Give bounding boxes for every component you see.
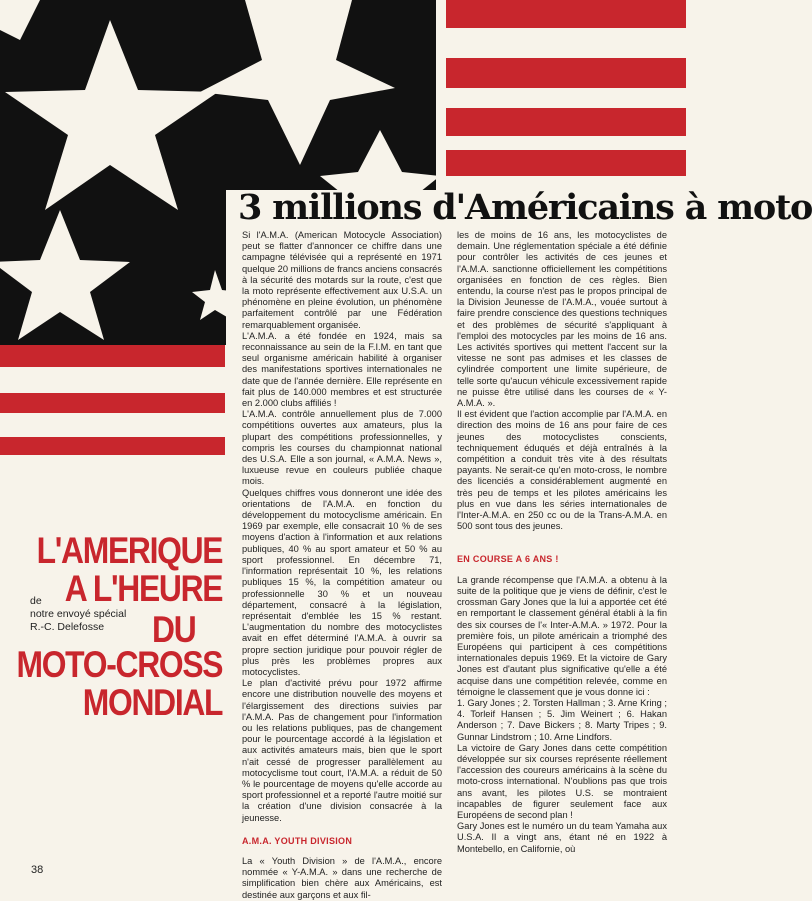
article-column-left <box>242 230 442 901</box>
paragraph: La grande récompense que l'A.M.A. a obtenu à la suite de la politique que je viens de définir, c'est le crossman Gary Jones que la lui a apportée cet été en remportant le classement général établi à la fin des six courses de l'« Inter-A.M.A. » 1972. Pour la première fois, un pilote américain a triomphé des Européens qui participent à ces compétitions internationales depuis 1969. Et la victoire de Gary Jones est d'autant plus significative qu'elle a été acquise dans une compétition relevée, comme en témoigne le classement que je vous donne ici : <box>457 574 667 697</box>
flag-stripe <box>446 150 686 176</box>
byline <box>30 595 126 634</box>
section-title-du: DU <box>152 609 196 650</box>
paragraph: La « Youth Division » de l'A.M.A., encore nommée « Y-A.M.A. » dans une recherche de simplification bien chère aux Américains, est destinée aux garçons et aux fil- <box>242 855 442 900</box>
flag-stripe <box>0 437 225 455</box>
section-heading: EN COURSE A 6 ANS ! <box>457 554 559 565</box>
paragraph: les de moins de 16 ans, les motocyclistes de demain. Une réglementation spéciale a été définie pour contrôler les activités de ces jeunes et l'A.M.A. sanctionne officiellement les compétitions organisées en fonction de ces règles. Bien entendu, la course n'est pas le propos principal de la Division Jeunesse de l'A.M.A., vouée surtout à faire prendre conscience des questions techniques et des problèmes de sécurité s'appliquant à l'emploi des motocycles par les moins de 16 ans. Les activités sportives qui mettent l'accent sur la vitesse ne sont pas admises et les classes de cylindrée comportent une limite supérieure, de telle sorte qu'aucun véhicule excessivement rapide ne puisse être utilisé dans les courses de « Y-A.M.A. ». <box>457 230 667 409</box>
flag-stripe <box>0 345 225 367</box>
paragraph: Gary Jones est le numéro un du team Yamaha aux U.S.A. Il a vingt ans, étant né en 1922 à Montebello, en Californie, où <box>457 821 667 854</box>
flag-stripe <box>446 108 686 136</box>
section-title-line: A L'HEURE <box>64 568 222 609</box>
paragraph: Quelques chiffres vous donneront une idée des orientations de l'A.M.A. en fonction du développement du motocyclisme américain. En 1969 par exemple, elle consacrait 10 % de ses moyens d'action à l'information et aux relations publiques, 40 % au sport amateur et 50 % au sport professionnel. En décembre 71, l'information représentait 10 %, les relations publiques 15 %, la compétition amateur ou professionnelle 30 % et un nouveau département, consacré à la législation, représentait d'emblée les 15 % restant. L'augmentation du nombre des motocyclistes avait en effet déterminé l'A.M.A. à ouvrir sa propre section juridique pour pouvoir régler de plus près les problèmes propres aux motocyclistes. <box>242 487 442 677</box>
byline-line: de <box>30 595 42 607</box>
page-number: 38 <box>31 864 44 876</box>
section-title-line: MONDIAL <box>82 682 222 723</box>
article-column-right <box>457 230 667 855</box>
flag-stripe <box>446 0 686 28</box>
byline-line: notre envoyé spécial <box>30 608 127 620</box>
paragraph: Si l'A.M.A. (American Motocycle Association) peut se flatter d'annoncer ce chiffre dans une campagne télévisée qui a représenté en 1971 quelque 20 millions de francs anciens consacrés à la sécurité des motards sur la route, c'est que la moto représente effectivement aux U.S.A. un phénomène en pleine évolution, un phénomène parfaitement contrôlé par une Fédération remarquablement organisée. <box>242 230 442 330</box>
paragraph: La victoire de Gary Jones dans cette compétition développée sur six courses représente réellement l'accession des coureurs américains à la scène du moto-cross international. N'oublions pas que trois ans avant, les pilotes U.S. se montraient incapables de figurer seulement face aux Européens de second plan ! <box>457 742 667 820</box>
paragraph: Le plan d'activité prévu pour 1972 affirme encore une distribution nouvelle des moyens et l'élargissement des directions suivies par l'A.M.A. Pas de changement pour l'information ou les relations publiques, pas de changement pour le pourcentage accordé à la législation et aux activités amateurs mais, bien que le sport n'ait cessé de progresser parallèlement au motocyclisme tout court, l'A.M.A. a réduit de 50 % le pourcentage de moyens qu'elle accorde au sport professionnel et a reporté l'autre moitié sur la création d'une division consacrée à la jeunesse. <box>242 678 442 823</box>
flag-stripe <box>0 393 225 413</box>
paragraph: 1. Gary Jones ; 2. Torsten Hallman ; 3. Arne Kring ; 4. Torleif Hansen ; 5. Jim Weinert ; 6. Hakan Anderson ; 7. Dave Bickers ; 8. Marty Tripes ; 9. Gunnar Lindstrom ; 10. Arne Lindfors. <box>457 697 667 742</box>
byline-line: R.-C. Delefosse <box>30 621 105 633</box>
section-title-line: L'AMERIQUE <box>36 530 222 571</box>
section-heading: A.M.A. YOUTH DIVISION <box>242 835 353 846</box>
flag-stripe <box>446 58 686 88</box>
section-title-line: MOTO-CROSS <box>16 644 222 685</box>
paragraph: Il est évident que l'action accomplie par l'A.M.A. en direction des moins de 16 ans pour faire de ces jeunes des motocyclistes conscients, techniquement éduqués et déjà entraînés à la compétition a conduit très vite à des résultats payants. Ne serait-ce qu'en moto-cross, le nombre des licenciés a considérablement augmenté en très peu de temps et les pilotes américains les plus en vue dans les séries internationales de l'Inter-A.M.A. en 250 cc ou de la Trans-A.M.A. en 500 sont tous des jeunes. <box>457 409 667 532</box>
article-headline: 3 millions d'Américains à moto <box>238 187 812 228</box>
paragraph: L'A.M.A. contrôle annuellement plus de 7.000 compétitions ouvertes aux amateurs, plus la plupart des compétitions professionnelles, y compris les courses du championnat national des U.S.A. Elle a son journal, « A.M.A. News », luxueuse revue en couleurs publiée chaque mois. <box>242 409 442 487</box>
paragraph: L'A.M.A. a été fondée en 1924, mais sa reconnaissance au sein de la F.I.M. en tant que seul organisme américain habilité à organiser des manifestations sportives internationales ne date que de l'année dernière. Elle représente en fait plus de 140.000 membres et est structurée en 2.000 clubs affiliés ! <box>242 330 442 409</box>
